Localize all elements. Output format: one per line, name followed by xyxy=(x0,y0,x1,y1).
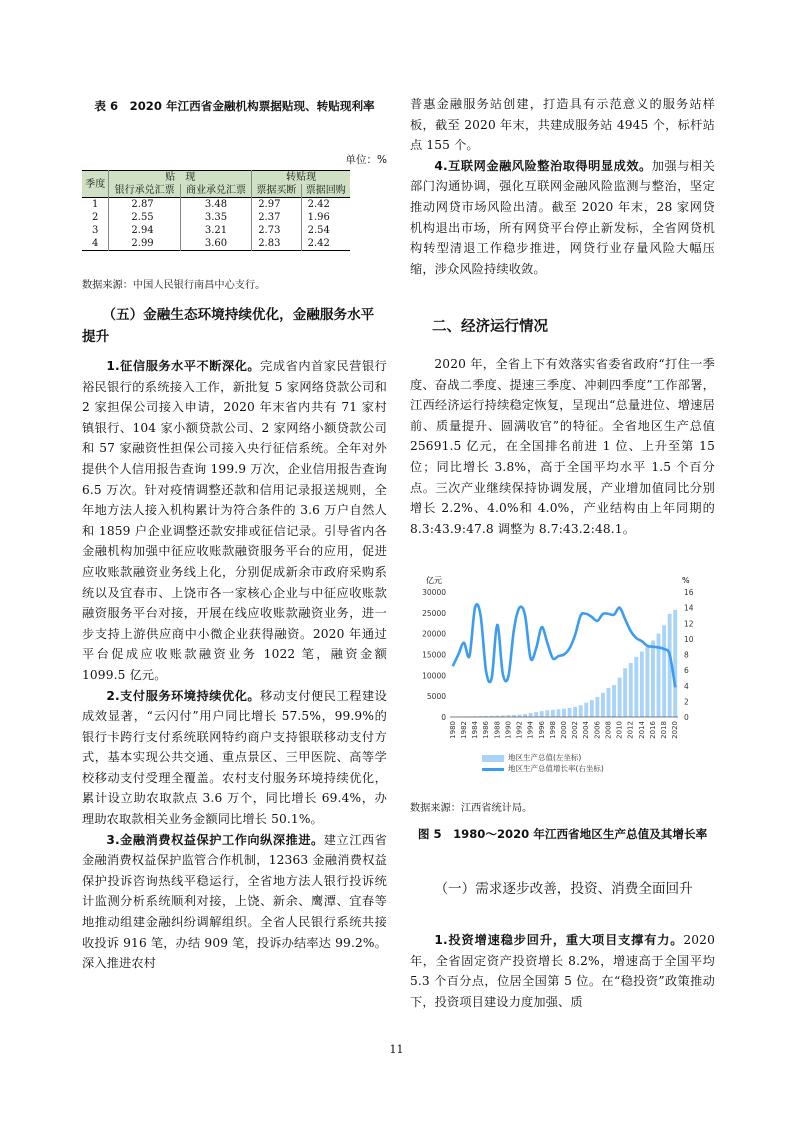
cell: 2.55 xyxy=(109,211,180,224)
x-tick-label: 1980 xyxy=(448,721,457,739)
bar xyxy=(662,625,666,717)
legend-swatch-bar xyxy=(482,755,504,762)
table-row xyxy=(82,237,350,251)
paragraph-body: 移动支付便民工程建设成效显著，“云闪付”用户同比增长 57.5%，99.9%的银行卡跨行支付系统联网特约商户支持银联移动支付方式，基本实现公共交通、重点景区、三甲医院、高等学校移动支付受理全覆盖。农村支付服务环境持续优化，累计设立助农取款点 3.6 万个，同比增长 69.4%，办理助农取款相关业务金额同比增长 50.1%。 xyxy=(82,688,388,827)
sub-bank-acceptance: 银行承兑汇票 xyxy=(109,184,180,198)
table-row xyxy=(82,198,350,212)
paragraph-body: 2020 年，全省固定资产投资增长 8.2%，增速高于全国平均 5.3 个百分点，位居全国第 5 位。在“稳投资”政策推动下，投资项目建设力度加强、质 xyxy=(410,933,715,1009)
table-row xyxy=(82,224,350,237)
paragraph-body: 完成省内首家民营银行裕民银行的系统接入工作，新批复 5 家网络贷款公司和 2 家担保公司接入申请，2020 年末省内共有 71 家村镇银行、104 家小额贷款公司、2 家网络小额贷款公司和 57 家融资性担保公司接入央行征信系统。全年对外提供个人信用报告查询 199.9 万次，企业信用报告查询 6.5 万次。针对疫情调整还款和信用记录报送规则，全年地方法人接入机构累计为符合条件的 3.6 万户自然人和 1859 户企业调整还款安排或征信记录。引导省内各金融机构加强中征应收账款融资服务平台的应用，促进应收账款融资业务线上化，分别促成新余市政府采购系统以及宜春市、上饶市各一家核心企业与中征应收账款融资服务平台对接，开展在线应收账款融资业务，进一步支持上游供应商中小微企业获得融资。2020 年通过平台促成应收账款融资业务 1022 笔，融资金额 1099.5 亿元。 xyxy=(82,359,388,682)
x-tick-label: 2018 xyxy=(660,721,669,739)
cell: 2 xyxy=(82,211,109,224)
chart-legend xyxy=(482,752,604,774)
figure-source: 数据来源：江西省统计局。 xyxy=(410,803,533,814)
bar xyxy=(673,610,677,717)
table6-unit: 单位：% xyxy=(345,154,387,166)
paragraph-body: 加强与相关部门沟通协调，强化互联网金融风险监测与整治，坚定推动网贷市场风险出清。截至 2020 年末，28 家网贷机构退出市场，所有网贷平台停止新发标，全省网贷机构转型清退工作稳步推进，网贷行业存量风险大幅压缩，涉众风险持续收敛。 xyxy=(410,158,715,276)
bar xyxy=(573,707,577,717)
section-heading-2: 二、经济运行情况 xyxy=(432,319,548,335)
cell: 2.87 xyxy=(109,198,180,212)
bar xyxy=(651,640,655,717)
y-right-tick-label: 2 xyxy=(684,697,689,707)
subsection-heading-1: （一）需求逐步改善，投资、消费全面回升 xyxy=(434,881,693,897)
figure-caption: 图 5 1980～2020 年江西省地区生产总值及其增长率 xyxy=(417,827,708,841)
y-right-tick-label: 8 xyxy=(684,650,689,660)
legend-item-line xyxy=(482,763,604,774)
table-header-row xyxy=(82,171,350,185)
section-heading-5: （五）金融生态环境持续优化，金融服务水平提升 xyxy=(82,307,375,345)
bar xyxy=(645,647,649,717)
cell: 2.37 xyxy=(252,211,301,224)
sub-commercial-acceptance: 商业承兑汇票 xyxy=(180,184,251,198)
sub-repo: 票据回购 xyxy=(305,185,346,196)
x-tick-label: 2002 xyxy=(571,721,580,739)
bar xyxy=(607,688,611,717)
legend-item-bar xyxy=(482,752,604,763)
x-tick-label: 2010 xyxy=(615,721,624,739)
y-right-tick-label: 0 xyxy=(684,713,689,722)
cell: 2.97 xyxy=(252,198,301,212)
paragraph-consumer-protection xyxy=(82,830,387,974)
x-tick-label: 1982 xyxy=(459,721,468,739)
x-tick-label: 2006 xyxy=(593,721,602,739)
x-tick-label: 1988 xyxy=(493,721,502,739)
x-tick-label: 1992 xyxy=(515,721,524,739)
bar xyxy=(595,697,599,717)
bar xyxy=(629,663,633,717)
bar xyxy=(529,713,533,717)
table6-caption: 表 6 2020 年江西省金融机构票据贴现、转贴现利率 xyxy=(94,99,375,113)
bar xyxy=(568,708,572,717)
bar xyxy=(523,714,527,717)
paragraph-lead: 1.征信服务水平不断深化。 xyxy=(106,359,261,373)
y-left-tick-label: 20000 xyxy=(422,629,446,639)
cell: 2.54 xyxy=(307,225,330,236)
x-tick-label: 2020 xyxy=(671,721,680,739)
x-tick-label: 2008 xyxy=(604,721,613,739)
cell: 2.42 xyxy=(307,199,330,210)
header-discount: 贴 现 xyxy=(109,171,252,185)
cell: 4 xyxy=(82,237,109,251)
left-body xyxy=(82,356,387,974)
y-right-tick-label: 6 xyxy=(684,666,689,676)
x-tick-label: 2014 xyxy=(637,721,646,739)
x-tick-label: 2004 xyxy=(582,721,591,739)
cell: 3.35 xyxy=(180,211,251,224)
y-left-tick-label: 10000 xyxy=(422,671,446,681)
cell: 2.83 xyxy=(252,237,301,251)
cell: 3.60 xyxy=(180,237,251,251)
bar xyxy=(590,700,594,717)
x-tick-label: 1998 xyxy=(548,721,557,739)
bar xyxy=(540,711,544,717)
cell: 1 xyxy=(82,198,109,212)
cell: 3.48 xyxy=(180,198,251,212)
table6-source: 数据来源：中国人民银行南昌中心支行。 xyxy=(82,280,266,291)
bar xyxy=(534,712,538,717)
paragraph-lead: 4.互联网金融风险整治取得明显成效。 xyxy=(434,158,652,173)
bar xyxy=(562,709,566,717)
x-tick-label: 1984 xyxy=(471,721,480,739)
y-right-tick-label: 4 xyxy=(684,681,689,691)
y-left-tick-label: 15000 xyxy=(422,650,446,660)
bar xyxy=(556,709,560,717)
y-left-tick-label: 0 xyxy=(441,713,446,722)
cell: 2.94 xyxy=(109,224,180,237)
legend-swatch-line xyxy=(482,768,504,771)
x-tick-label: 1994 xyxy=(526,721,535,739)
bar xyxy=(584,703,588,717)
bar xyxy=(551,710,555,717)
paragraph-body: 建立江西省金融消费权益保护监管合作机制，12363 金融消费权益保护投诉咨询热线平稳运行，全省地方法人银行投诉统计监测分析系统顺利对接，上饶、新余、鹰潭、宜春等地推动组建金融纠纷调解组织。全省人民银行系统共接收投诉 916 笔，办结 909 笔，投诉办结率达 99.2%。深入推进农村 xyxy=(82,832,387,971)
bar xyxy=(612,685,616,717)
paragraph-credit xyxy=(82,356,387,686)
bar xyxy=(601,693,605,717)
paragraph-lead: 1.投资增速稳步回升，重大项目支撑有力。 xyxy=(434,933,684,947)
x-tick-label: 1986 xyxy=(482,721,491,739)
y-right-unit: % xyxy=(682,576,690,585)
paragraph-continued: 普惠金融服务站创建，打造具有示范意义的服务站样板，截至 2020 年末，共建成服务站 4945 个，标杆站点 155 个。 xyxy=(410,97,715,153)
legend-label: 地区生产总值(左坐标) xyxy=(508,753,582,762)
x-tick-label: 2012 xyxy=(626,721,635,739)
right-top-body xyxy=(410,94,715,279)
header-quarter: 季度 xyxy=(82,171,109,198)
cell: 1.96 xyxy=(307,212,330,223)
paragraph-payment xyxy=(82,686,387,830)
cell: 2.99 xyxy=(109,237,180,251)
cell: 3.21 xyxy=(180,224,251,237)
bar xyxy=(618,678,622,717)
header-rediscount: 转贴现 xyxy=(286,172,317,183)
bar xyxy=(579,705,583,717)
table-row xyxy=(82,211,350,224)
cell: 3 xyxy=(82,224,109,237)
sub-outright: 票据买断 xyxy=(252,184,301,198)
y-right-tick-label: 10 xyxy=(684,634,694,644)
x-tick-label: 1996 xyxy=(537,721,546,739)
bar xyxy=(623,668,627,717)
table-subheader-row xyxy=(82,184,350,198)
paragraph-lead: 2.支付服务环境持续优化。 xyxy=(106,688,261,703)
x-tick-label: 2000 xyxy=(560,721,568,739)
y-right-tick-label: 16 xyxy=(684,588,694,597)
x-tick-label: 1990 xyxy=(504,721,513,739)
paragraph-economy: 2020 年，全省上下有效落实省委省政府“打住一季度、奋战二季度、提速三季度、冲刺四季度”工作部署，江西经济运行持续稳定恢复，呈现出“总量进位、增速居前、质量提升、圆满收官”的特征。全省地区生产总值 25691.5 亿元，在全国排名前进 1 位、上升至第 15 位；同比增长 3.8%，高于全国平均水平 1.5 个百分点。三次产业继续保持协调发展，产业增加值同比分别增长 2.2%、4.0%和 4.0%，产业结构由上年同期的 8.3:43.9:47.8 调整为 8.7:43.2:48.1。 xyxy=(410,357,715,536)
paragraph-internet-finance xyxy=(410,156,715,280)
page-number: 11 xyxy=(389,1043,404,1056)
y-left-unit: 亿元 xyxy=(426,576,442,585)
bar xyxy=(634,657,638,717)
y-left-tick-label: 25000 xyxy=(422,608,446,618)
y-right-tick-label: 14 xyxy=(684,603,694,613)
bar xyxy=(545,710,549,717)
y-left-tick-label: 30000 xyxy=(422,588,446,597)
y-left-tick-label: 5000 xyxy=(426,692,446,702)
table6 xyxy=(82,170,350,251)
bar xyxy=(640,652,644,717)
paragraph-lead: 3.金融消费权益保护工作向纵深推进。 xyxy=(106,832,324,847)
y-right-tick-label: 12 xyxy=(684,619,694,629)
cell: 2.42 xyxy=(307,238,330,249)
paragraph-investment xyxy=(410,930,715,1012)
cell: 2.73 xyxy=(252,224,301,237)
x-tick-label: 2016 xyxy=(648,721,657,739)
legend-label: 地区生产总值增长率(右坐标) xyxy=(508,764,604,773)
